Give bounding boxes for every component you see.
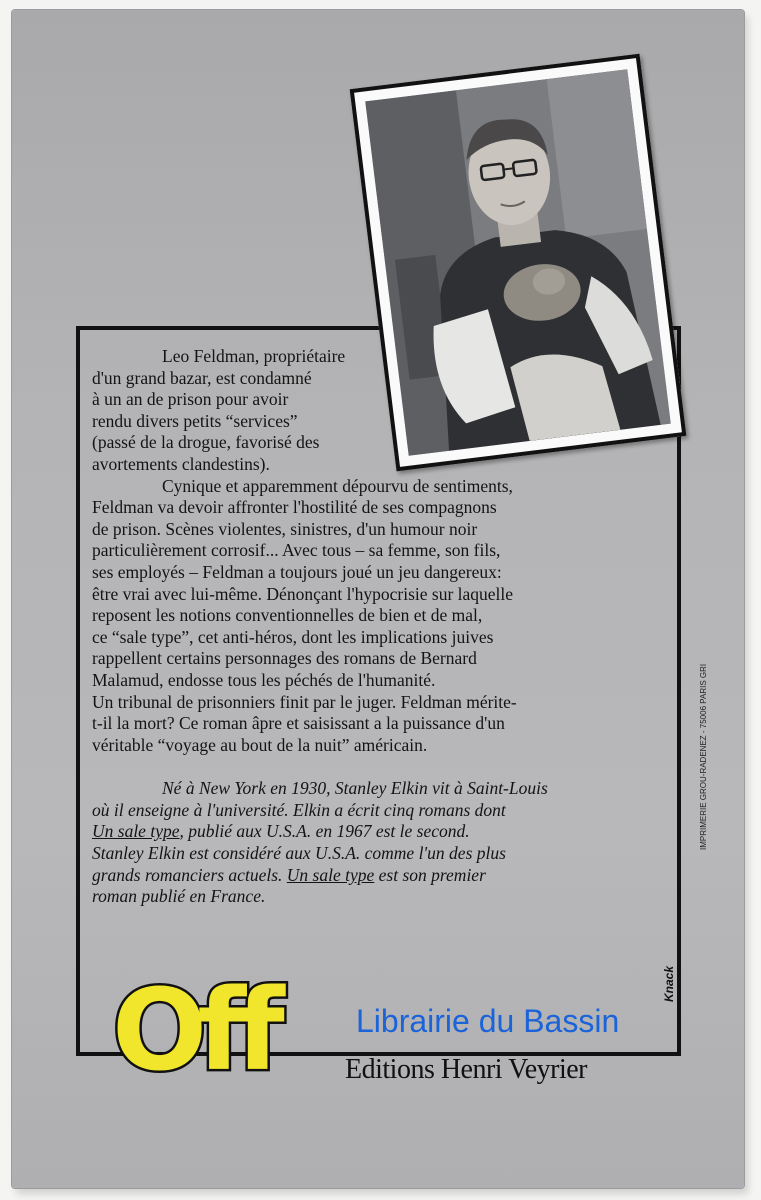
author-bio-paragraph [92,778,642,908]
summary-line: avortements clandestins). [92,453,270,474]
summary-line: de prison. Scènes violentes, sinistres, d'un humour noir [92,518,478,539]
book-title-ref: Un sale type [286,864,375,885]
summary-line: être vrai avec lui-même. Dénonçant l'hypocrisie sur laquelle [92,583,514,604]
printer-credit: IMPRIMERIE GROU-RADENEZ - 75006 PARIS GRI [699,663,708,850]
summary-line: Malamud, endosse tous les péchés de l'humanité. [92,669,436,690]
off-logo [108,977,338,1089]
back-cover-text [92,346,642,908]
author-bio-text: est son premier [374,864,486,885]
author-bio-text: , publié aux U.S.A. en 1967 est le second. [179,821,470,842]
author-bio-line: où il enseigne à l'université. Elkin a écrit cinq romans dont [92,799,506,820]
summary-line: à un an de prison pour avoir [92,389,289,410]
summary-line: (passé de la drogue, favorisé des [92,432,320,453]
author-bio-text: grands romanciers actuels. [92,864,287,885]
summary-line: véritable “voyage au bout de la nuit” américain. [92,734,428,755]
summary-line: reposent les notions conventionnelles de bien et de mal, [92,605,483,626]
book-title-ref: Un sale type [92,821,180,842]
author-bio-line: Né à New York en 1930, Stanley Elkin vit à Saint-Louis [162,778,548,799]
watermark-text: Librairie du Bassin [356,1003,620,1039]
summary-paragraph [92,346,642,756]
author-bio-line [92,821,642,843]
summary-line: ce “sale type”, cet anti-héros, dont les implications juives [92,626,494,647]
off-logo-text: Off [112,977,275,1089]
paragraph-gap [92,756,642,778]
designer-credit: Knack [662,965,676,1002]
summary-line: Feldman va devoir affronter l'hostilité de ses compagnons [92,497,497,518]
author-bio-line [92,865,642,887]
summary-line: d'un grand bazar, est condamné [92,367,312,388]
summary-line: rappellent certains personnages des romans de Bernard [92,648,477,669]
summary-line: Cynique et apparemment dépourvu de sentiments, [162,475,513,496]
summary-line: rendu divers petits “services” [92,410,298,431]
author-bio-line: Stanley Elkin est considéré aux U.S.A. comme l'un des plus [92,843,506,864]
summary-line: particulièrement corrosif... Avec tous – sa femme, son fils, [92,540,501,561]
summary-line: Leo Feldman, propriétaire [162,346,346,366]
author-bio-line: roman publié en France. [92,886,266,907]
summary-line: Un tribunal de prisonniers finit par le juger. Feldman mérite- [92,691,517,712]
summary-line: ses employés – Feldman a toujours joué un jeu dangereux: [92,561,502,582]
summary-line: t-il la mort? Ce roman âpre et saisissant a la puissance d'un [92,713,505,734]
publisher-name: Editions Henri Veyrier [345,1054,587,1085]
